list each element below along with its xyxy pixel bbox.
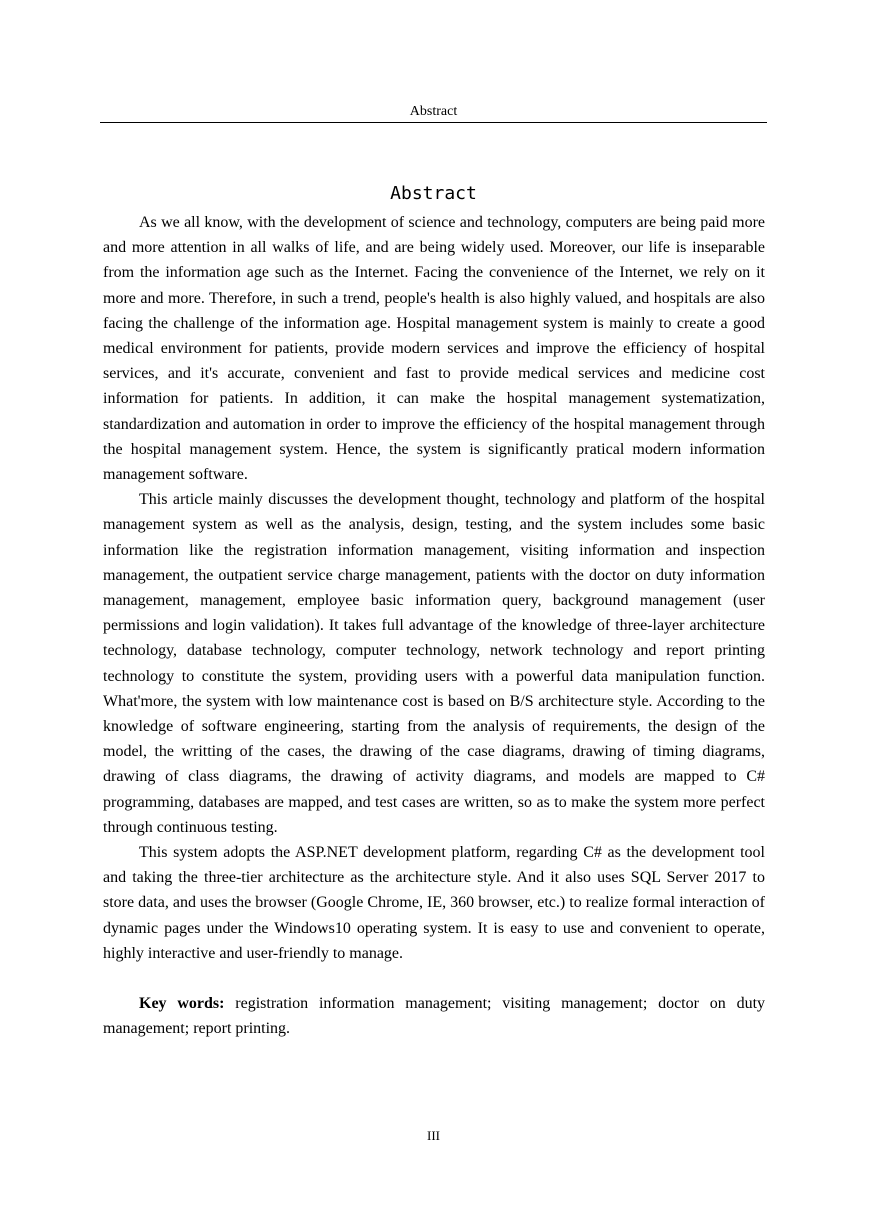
keywords-paragraph — [103, 991, 765, 1041]
abstract-paragraph-2: This article mainly discusses the development thought, technology and platform of the hospital management system as well as the analysis, design, testing, and the system includes some basic information like the registration information management, visiting information and inspection management, the outpatient service charge management, patients with the doctor on duty information management, management, employee basic information query, background management (user permissions and login validation). It takes full advantage of the knowledge of three-layer architecture technology, database technology, computer technology, network technology and report printing technology to constitute the system, providing users with a powerful data manipulation function. What'more, the system with low maintenance cost is based on B/S architecture style. According to the knowledge of software engineering, starting from the analysis of requirements, the design of the model, the writting of the cases, the drawing of the case diagrams, drawing of timing diagrams, drawing of class diagrams, the drawing of activity diagrams, and models are mapped to C# programming, databases are mapped, and test cases are written, so as to make the system more perfect through continuous testing. — [103, 491, 765, 836]
abstract-body — [103, 210, 765, 1042]
header-rule — [100, 122, 767, 123]
running-header: Abstract — [409, 104, 458, 119]
page-number: III — [427, 1128, 440, 1143]
keywords-label: Key words: — [139, 995, 225, 1013]
abstract-paragraph-1: As we all know, with the development of science and technology, computers are being paid more and more attention in all walks of life, and are being widely used. Moreover, our life is inseparable from the information age such as the Internet. Facing the convenience of the Internet, we rely on it more and more. Therefore, in such a trend, people's health is also highly valued, and hospitals are also facing the challenge of the information age. Hospital management system is mainly to create a good medical environment for patients, provide modern services and improve the efficiency of hospital services, and it's accurate, convenient and fast to provide medical services and medicine cost information for patients. In addition, it can make the hospital management systematization, standardization and automation in order to improve the efficiency of the hospital management through the hospital management system. Hence, the system is significantly pratical modern information management software. — [103, 214, 765, 484]
page-title: Abstract — [390, 183, 477, 205]
abstract-paragraph-3: This system adopts the ASP.NET development platform, regarding C# as the development tool and taking the three-tier architecture as the architecture style. And it also uses SQL Server 2017 to store data, and uses the browser (Google Chrome, IE, 360 browser, etc.) to realize formal interaction of dynamic pages under the Windows10 operating system. It is easy to use and convenient to operate, highly interactive and user-friendly to manage. — [103, 844, 765, 962]
keywords-text: registration information management; visiting management; doctor on duty management; report printing. — [103, 995, 766, 1038]
